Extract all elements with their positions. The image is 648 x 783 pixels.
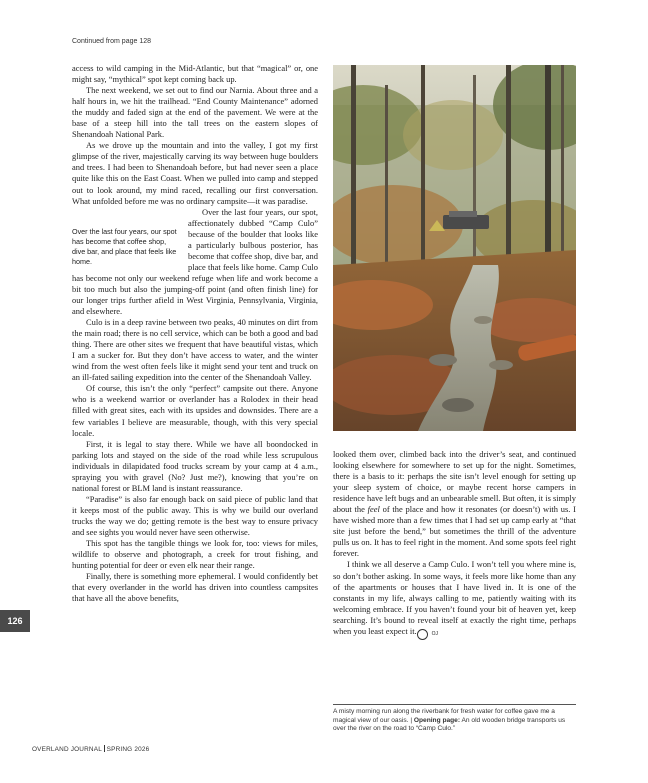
paragraph [333, 559, 576, 639]
paragraph: Finally, there is something more ephemeral. I would confidently bet that every overlander in the world has driven into countless campsites that have all the above benefits, [72, 571, 318, 604]
paragraph: “Paradise” is also far enough back on said piece of public land that it keeps most of the public away. This is why we build our overland trucks the way we do; getting remote is the best way to ensure privacy and see sights you would never have seen otherwise. [72, 493, 318, 537]
caption-bold: Opening page: [413, 716, 461, 724]
footer-divider [104, 745, 105, 752]
paragraph: This spot has the tangible things we look for, too: views for miles, wildlife to observe and photograph, a creek for trout fishing, and hunting potential for deer or even elk near their range. [72, 538, 318, 571]
paragraph: access to wild camping in the Mid-Atlantic, but that “magical” or, one might say, “mythical” spot kept coming back up. [72, 63, 318, 85]
paragraph: The next weekend, we set out to find our Narnia. About three and a half hours in, we hit the trailhead. “End County Maintenance” adorned the muddy and faded sign at the end of the pavement. We were at the base of a steep hill into the tall trees on the eastern slopes of Shenandoah National Park. [72, 85, 318, 140]
paragraph-end: of the place and how it resonates (or doesn’t) with us. I have wished more than a few times that I had set up camp early at “that site just before the bend,” but sometimes the thrill of the adventure pulls us on. It has to feel right in the moment. And some spots feel right forever. [333, 504, 576, 559]
paragraph: Over the last four years, our spot, affectionately dubbed “Camp Culo” because of the boulder that looks like a particularly bulbous posterior, has become that coffee shop, dive bar, and place that feels like home. Camp Culo has become not only our weekend refuge when life and work become a bit too much but also the jumping-off point (and often finish line) for our longer trips further afield in West Virginia, Pennsylvania, Virginia, and elsewhere. [72, 206, 318, 317]
photo-caption [333, 704, 576, 734]
caption-text: A misty morning run along the riverbank for fresh water for coffee gave me a magical view of our oasis. | [333, 708, 555, 724]
paragraph: Culo is in a deep ravine between two peaks, 40 minutes on dirt from the main road; there is no cell service, which can be both a good and bad thing. There are other sites we frequent that have beautiful vistas, which I am a sucker for. But they don’t have access to water, and the winter wind from the west often feels like it might send your tent and truck on an ill-fated sailing expedition into the center of the Shenandoah Valley. [72, 317, 318, 383]
emphasis: feel [367, 504, 380, 515]
issue-label: SPRING 2026 [106, 746, 150, 753]
publication-name: OVERLAND JOURNAL [32, 746, 102, 753]
paragraph-start: looked them over, climbed back into the driver’s seat, and continued looking elsewhere for somewhere to set up for the night. Sometimes, there is a basis to it: perhaps the site isn’t level enough for setting up your sleep system of choice, or maybe recent horse campers in residence have left bugs and an unbearable smell. But often, it is simply about the [333, 449, 576, 515]
footer [32, 745, 149, 753]
caption-text-end: An old wooden bridge transports us over the river on the road to “Camp Culo.” [333, 716, 566, 733]
page-number-tab: 126 [0, 610, 30, 632]
left-text-column [72, 63, 318, 604]
paragraph: Of course, this isn’t the only “perfect” campsite out there. Anyone who is a weekend warrior or overlander has a Rolodex in their head filled with great sites, each with its upsides and downsides. There are a few variables I believe are measurable, though, with this very special locale. [72, 383, 318, 438]
forest-creek-photo [333, 65, 576, 431]
end-mark-icon: OJ [417, 629, 428, 640]
paragraph: As we drove up the mountain and into the valley, I got my first glimpse of the river, majestically carving its way between huge boulders and trees. I had been to Shenandoah before, but had never seen a place quite like this on the East Coast. When we pulled into camp and stepped out to look around, my mind raced, recalling our first conversation. What unfolded before me was no ordinary campsite—it was paradise. [72, 140, 318, 206]
right-text-column [333, 449, 576, 640]
pull-quote: Over the last four years, our spot has become that coffee shop, dive bar, and place that feels like home. [72, 226, 177, 267]
closing-text: I think we all deserve a Camp Culo. I won’t tell you where mine is, so don’t bother asking. In some ways, it feels more like home than any of the apartments or houses that I have lived in. It is one of the constants in my life, always calling to me, patiently waiting with its welcoming embrace. If you haven’t found your bit of heaven yet, keep searching. It’s bound to reveal itself at exactly the right time, perhaps when you least expect it. [333, 559, 576, 636]
paragraph [333, 449, 576, 559]
paragraph: First, it is legal to stay there. While we have all boondocked in parking lots and stayed on the side of the road while less scrupulous individuals in dilapidated food trucks scream by your camp at 4 a.m., spraying you with gravel (No? Just me?), knowing that you’re on national forest or BLM land is instant reassurance. [72, 438, 318, 493]
continued-from-label: Continued from page 128 [72, 38, 151, 45]
